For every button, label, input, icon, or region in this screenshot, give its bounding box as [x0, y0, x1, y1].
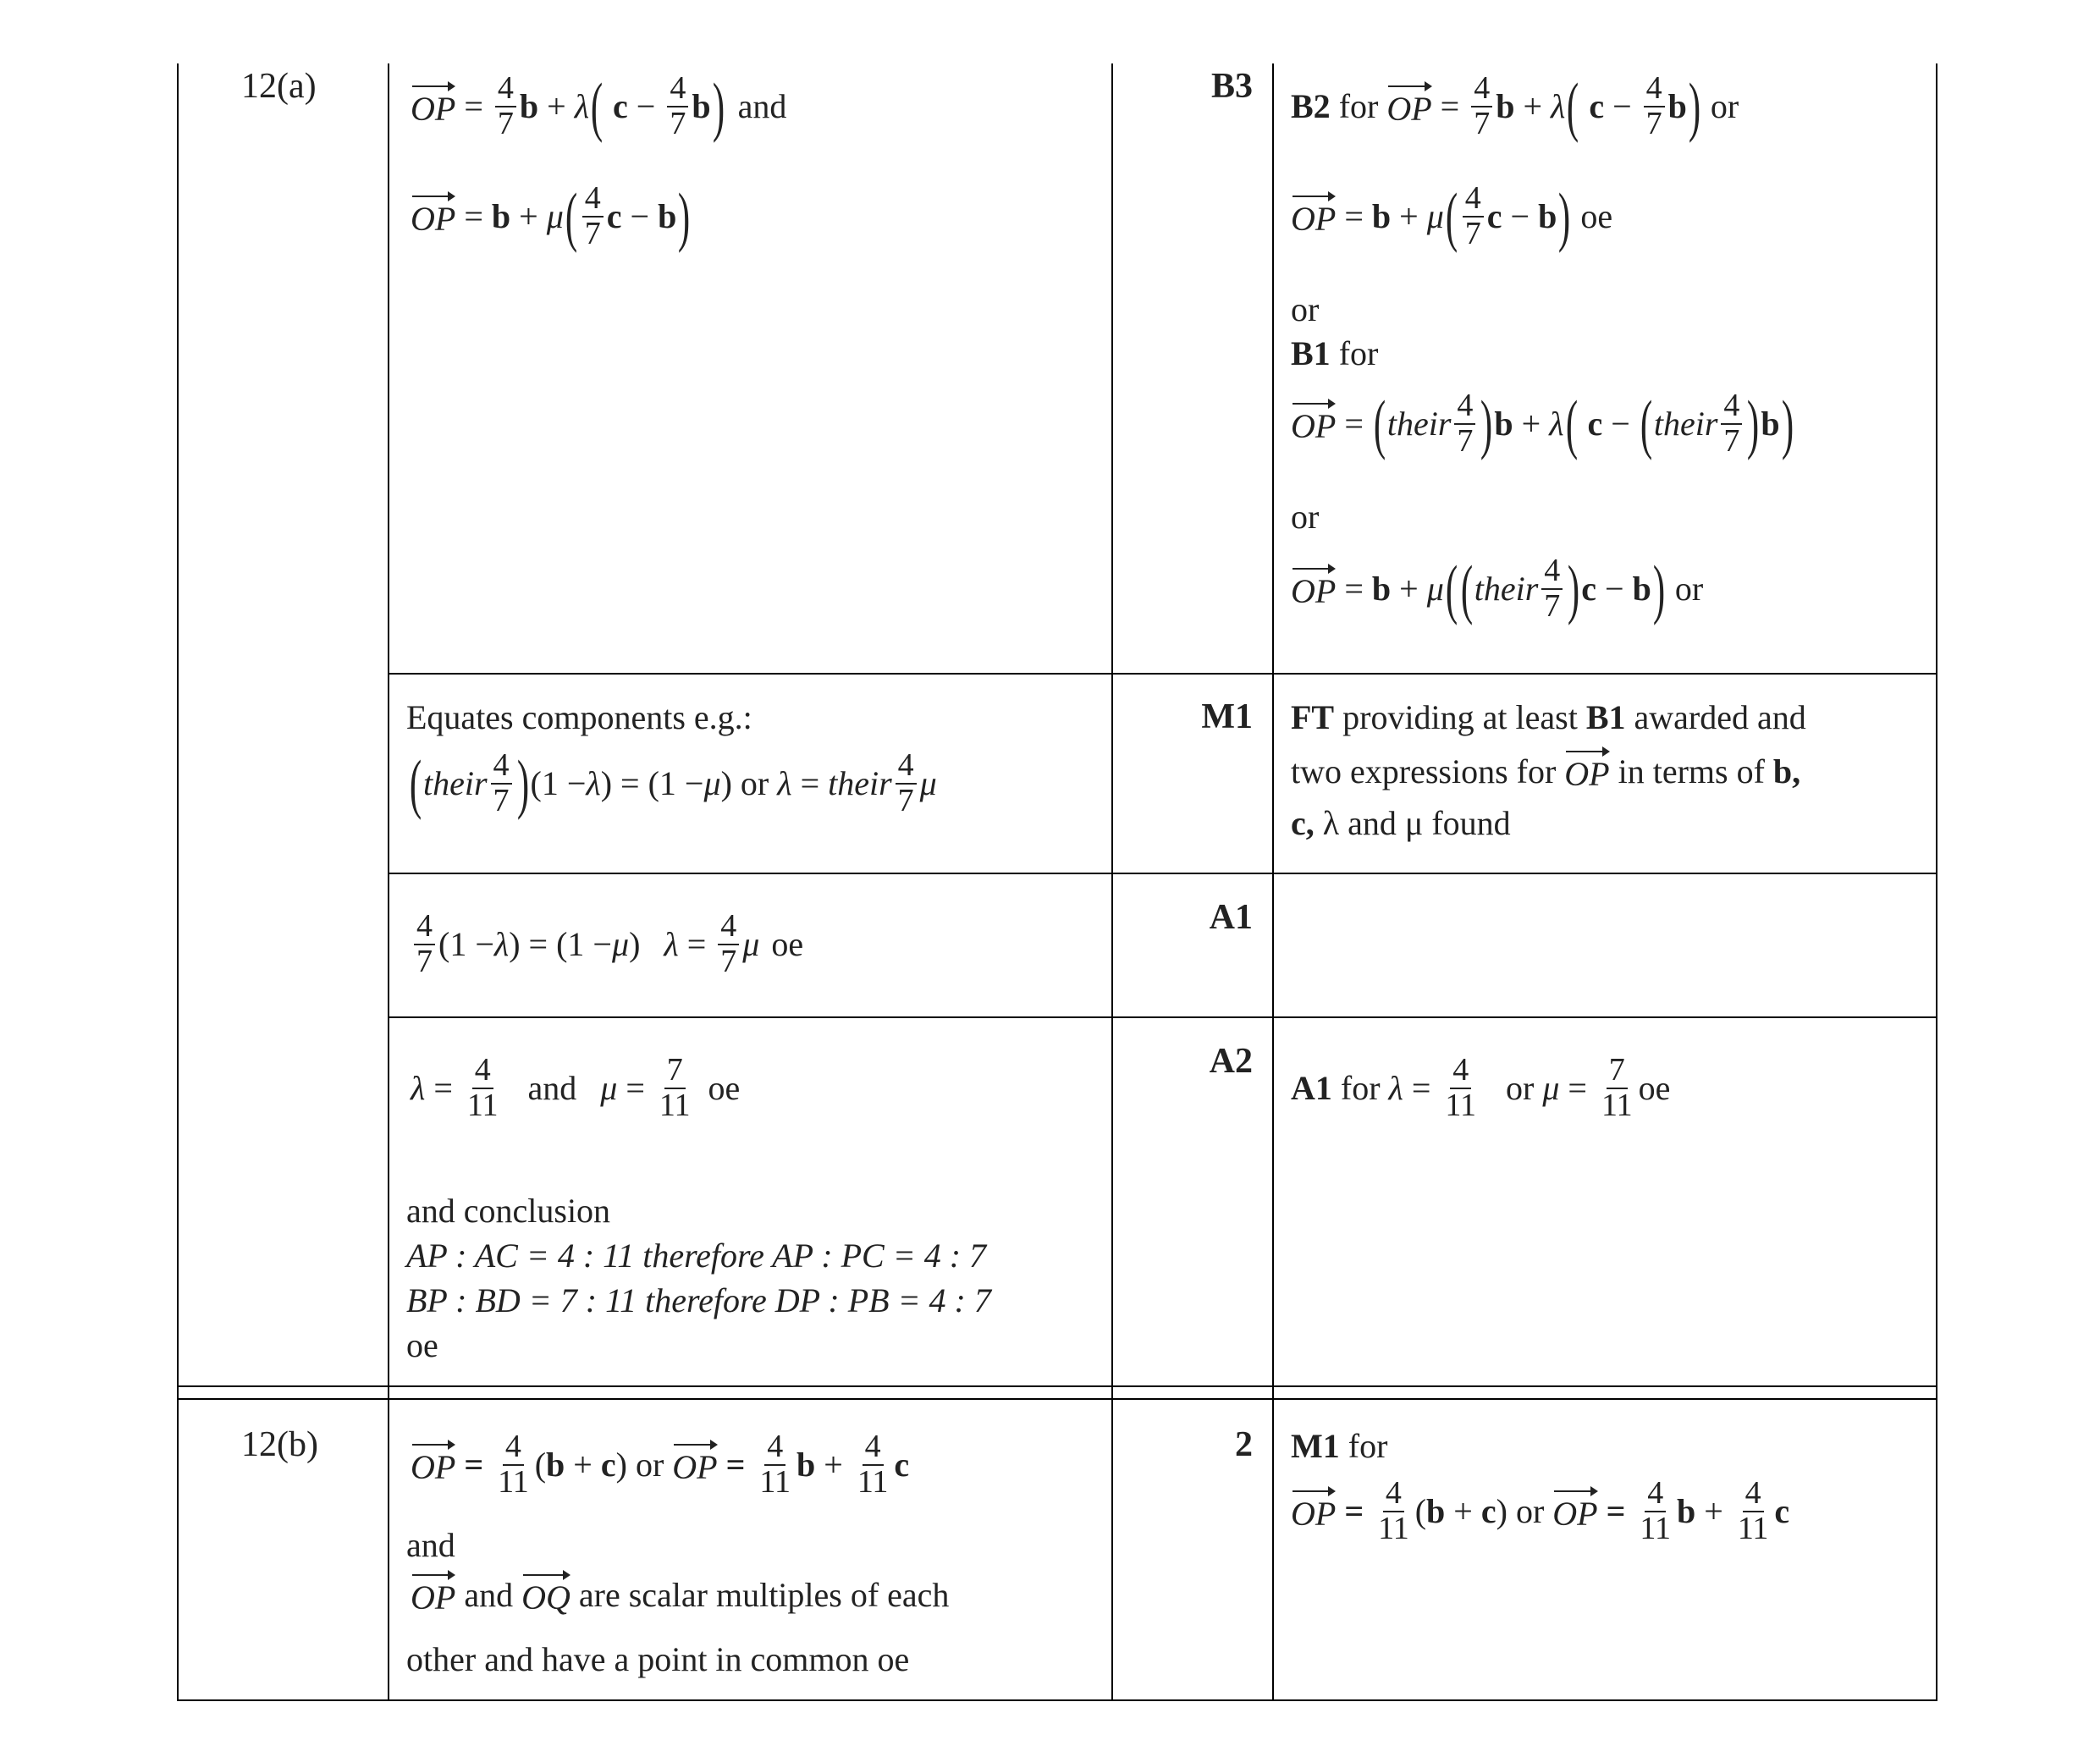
mark-a2: A2	[1209, 1042, 1253, 1081]
answer-12b-scalar: OP and OQ are scalar multiples of each	[411, 1572, 949, 1617]
mark-b3: B3	[1210, 67, 1253, 106]
guidance-b2-lambda: B2 for OP = $\frac{4}{7}$ b + λ ( c − $\frac{4}{7}$ b ) or	[1291, 69, 1739, 143]
guidance-a1-values: A1 for λ = $\frac{4}{11}$ or μ = $\frac{7}{11}$ oe	[1291, 1052, 1671, 1123]
answer-conclusion-oe: oe	[406, 1326, 438, 1364]
guidance-b1-their-lambda: OP = ( their $\frac{4}{7}$ ) b + λ ( c − ( their $\frac{4}{7}$ ) b )	[1291, 386, 1794, 460]
table-border-left	[177, 63, 179, 1701]
guidance-12b-m1-for: M1 for	[1291, 1427, 1388, 1465]
answer-op-lambda: OP = $\frac{4}{7}$ b + λ ( c − $\frac{4}{7}$ b ) and	[411, 69, 787, 143]
answer-equations-oe: $\frac{4}{7}$ (1 − λ ) = (1 − μ ) λ = $\frac{4}{7}$ μ oe	[411, 910, 803, 979]
column-divider-1	[388, 63, 389, 1701]
mark-a1: A1	[1209, 898, 1253, 937]
column-divider-3	[1272, 63, 1274, 1701]
answer-conclusion-bp: BP : BD = 7 : 11 therefore DP : PB = 4 : 7	[406, 1281, 991, 1319]
answer-op-mu: OP = b + μ ( $\frac{4}{7}$ c − b )	[411, 179, 691, 253]
mark-m1: M1	[1201, 697, 1253, 736]
guidance-or-2: or	[1291, 498, 1320, 536]
row-divider-3	[388, 1016, 1937, 1018]
answer-12b-and: and	[406, 1526, 455, 1564]
column-divider-2	[1111, 63, 1113, 1701]
table-border-bottom	[177, 1699, 1937, 1701]
answer-12b-common: other and have a point in common oe	[406, 1640, 910, 1678]
answer-equates-heading: Equates components e.g.:	[406, 698, 752, 736]
table-border-right	[1936, 63, 1937, 1701]
answer-conclusion-ap: AP : AC = 4 : 11 therefore AP : PC = 4 : 7	[406, 1237, 987, 1275]
answer-12b-op: OP = $\frac{4}{11}$ ( b + c ) or OP = $\frac{4}{11}$ b + $\frac{4}{11}$ c	[411, 1429, 910, 1500]
guidance-ft-line3: c, λ and μ found	[1291, 804, 1511, 842]
answer-conclusion-heading: and conclusion	[406, 1192, 611, 1230]
answer-lambda-mu-values: λ = $\frac{4}{11}$ and μ = $\frac{7}{11}$ oe	[411, 1052, 741, 1123]
guidance-b1-for: B1 for	[1291, 334, 1379, 372]
guidance-ft-line2: two expressions for OP in terms of b,	[1291, 749, 1800, 794]
guidance-or-1: or	[1291, 290, 1320, 328]
row-divider-2	[388, 873, 1937, 874]
guidance-b1-their-mu: OP = b + μ ( ( their $\frac{4}{7}$ ) c − b ) or	[1291, 551, 1704, 625]
mark-2: 2	[1235, 1425, 1253, 1464]
section-divider-a	[177, 1385, 1937, 1387]
guidance-b2-mu: OP = b + μ ( $\frac{4}{7}$ c − b ) oe	[1291, 179, 1613, 253]
guidance-ft-line1: FT providing at least B1 awarded and	[1291, 698, 1806, 736]
question-label-12b: 12(b)	[241, 1425, 318, 1464]
row-divider-1	[388, 673, 1937, 675]
guidance-12b-op: OP = $\frac{4}{11}$ ( b + c ) or OP = $\frac{4}{11}$ b + $\frac{4}{11}$ c	[1291, 1475, 1790, 1546]
section-divider-b	[177, 1398, 1937, 1400]
question-label-12a: 12(a)	[241, 67, 317, 106]
answer-equates-equation: ( their $\frac{4}{7}$ ) (1 − λ ) = (1 − μ ) or λ = their $\frac{4}{7}$ μ	[409, 746, 937, 820]
